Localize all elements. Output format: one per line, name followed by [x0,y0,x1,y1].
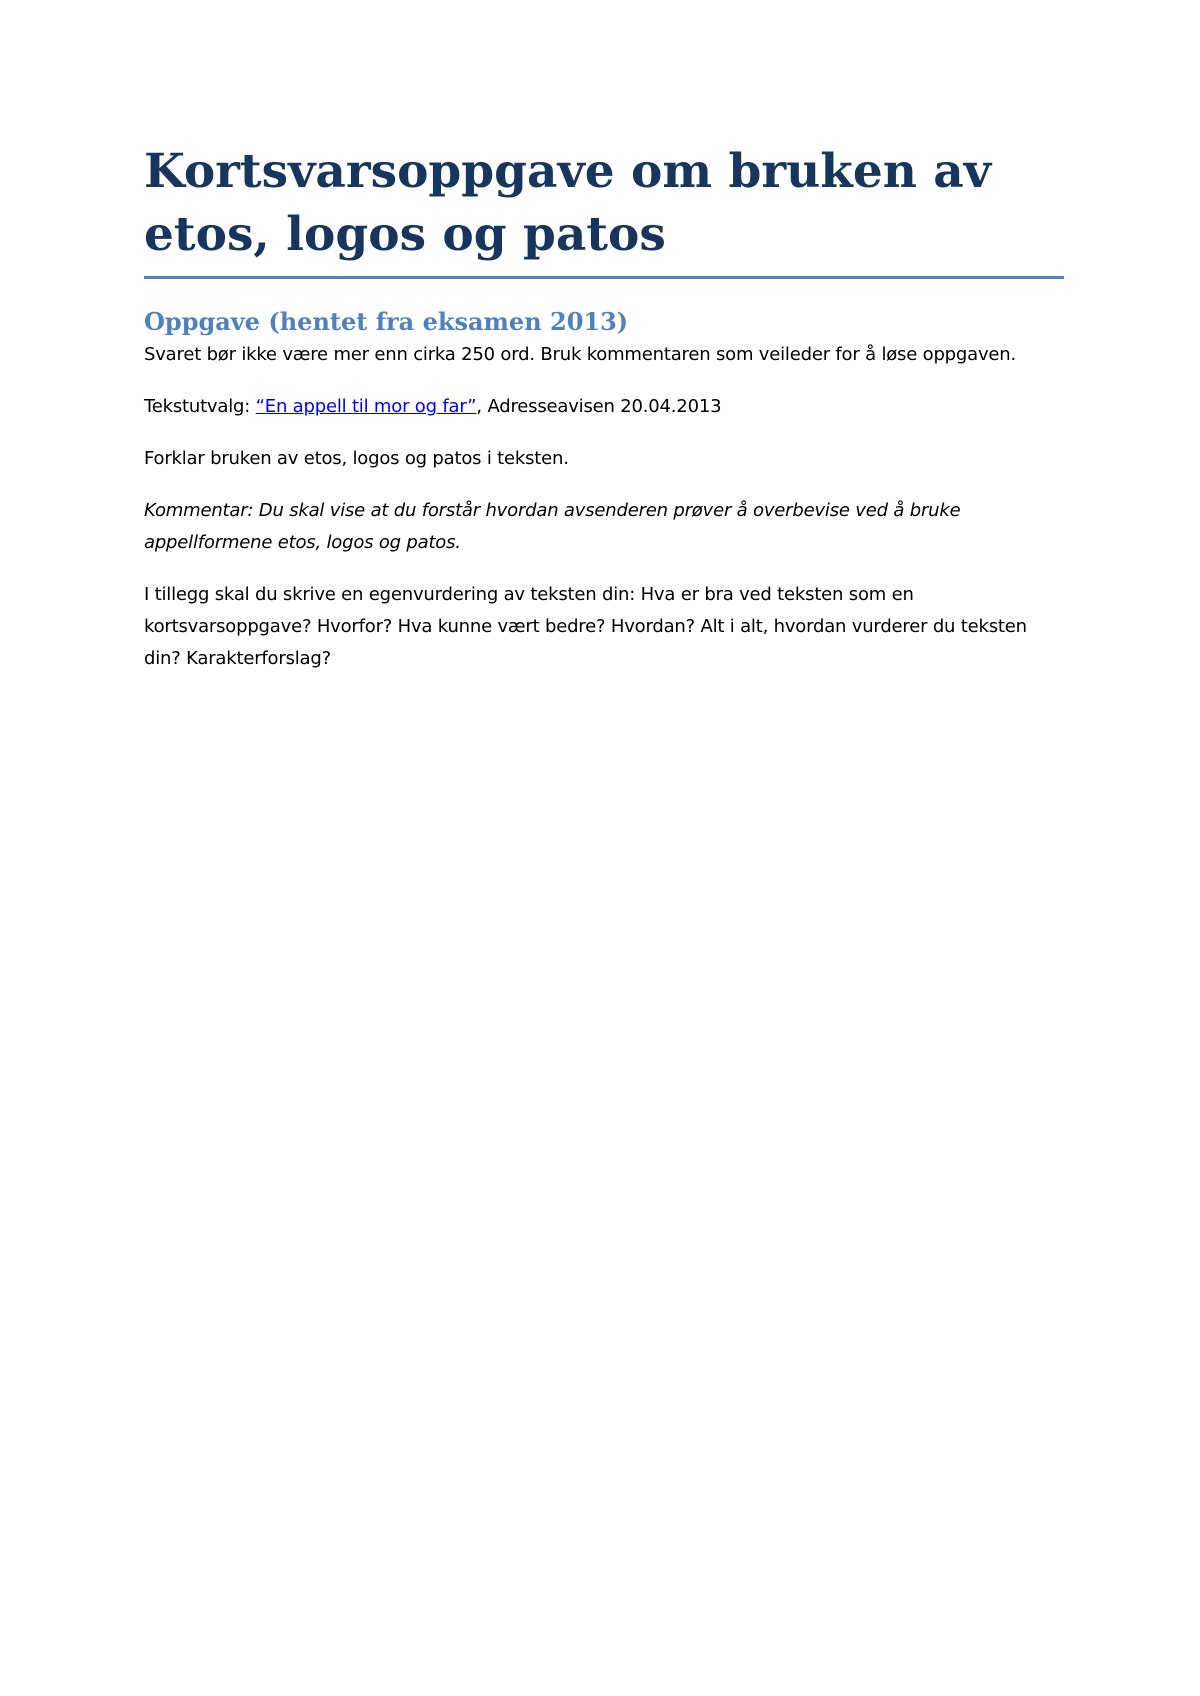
section-heading: Oppgave (hentet fra eksamen 2013) [144,307,629,336]
text-selection-source: , Adresseavisen 20.04.2013 [476,396,722,417]
intro-paragraph: Svaret bør ikke være mer enn cirka 250 ord. Bruk kommentaren som veileder for å løse oppgaven. [144,344,1017,365]
document-title: Kortsvarsoppgave om bruken av etos, logos og patos [144,140,1064,279]
article-link[interactable]: “En appell til mor og far” [255,396,477,417]
task-paragraph: Forklar bruken av etos, logos og patos i teksten. [144,448,569,469]
comment-paragraph: Kommentar: Du skal vise at du forstår hvordan avsenderen prøver å overbevise ved å bruke appellformene etos, logos og patos. [144,500,961,553]
text-selection-label: Tekstutvalg: [144,396,256,417]
document-page [144,140,1064,695]
text-selection-paragraph [144,391,1064,423]
self-assessment-paragraph: I tillegg skal du skrive en egenvurdering av teksten din: Hva er bra ved teksten som en kortsvarsoppgave? Hvorfor? Hva kunne vært bedre? Hvordan? Alt i alt, hvordan vurderer du teksten din? Karakterforslag? [144,584,1027,669]
